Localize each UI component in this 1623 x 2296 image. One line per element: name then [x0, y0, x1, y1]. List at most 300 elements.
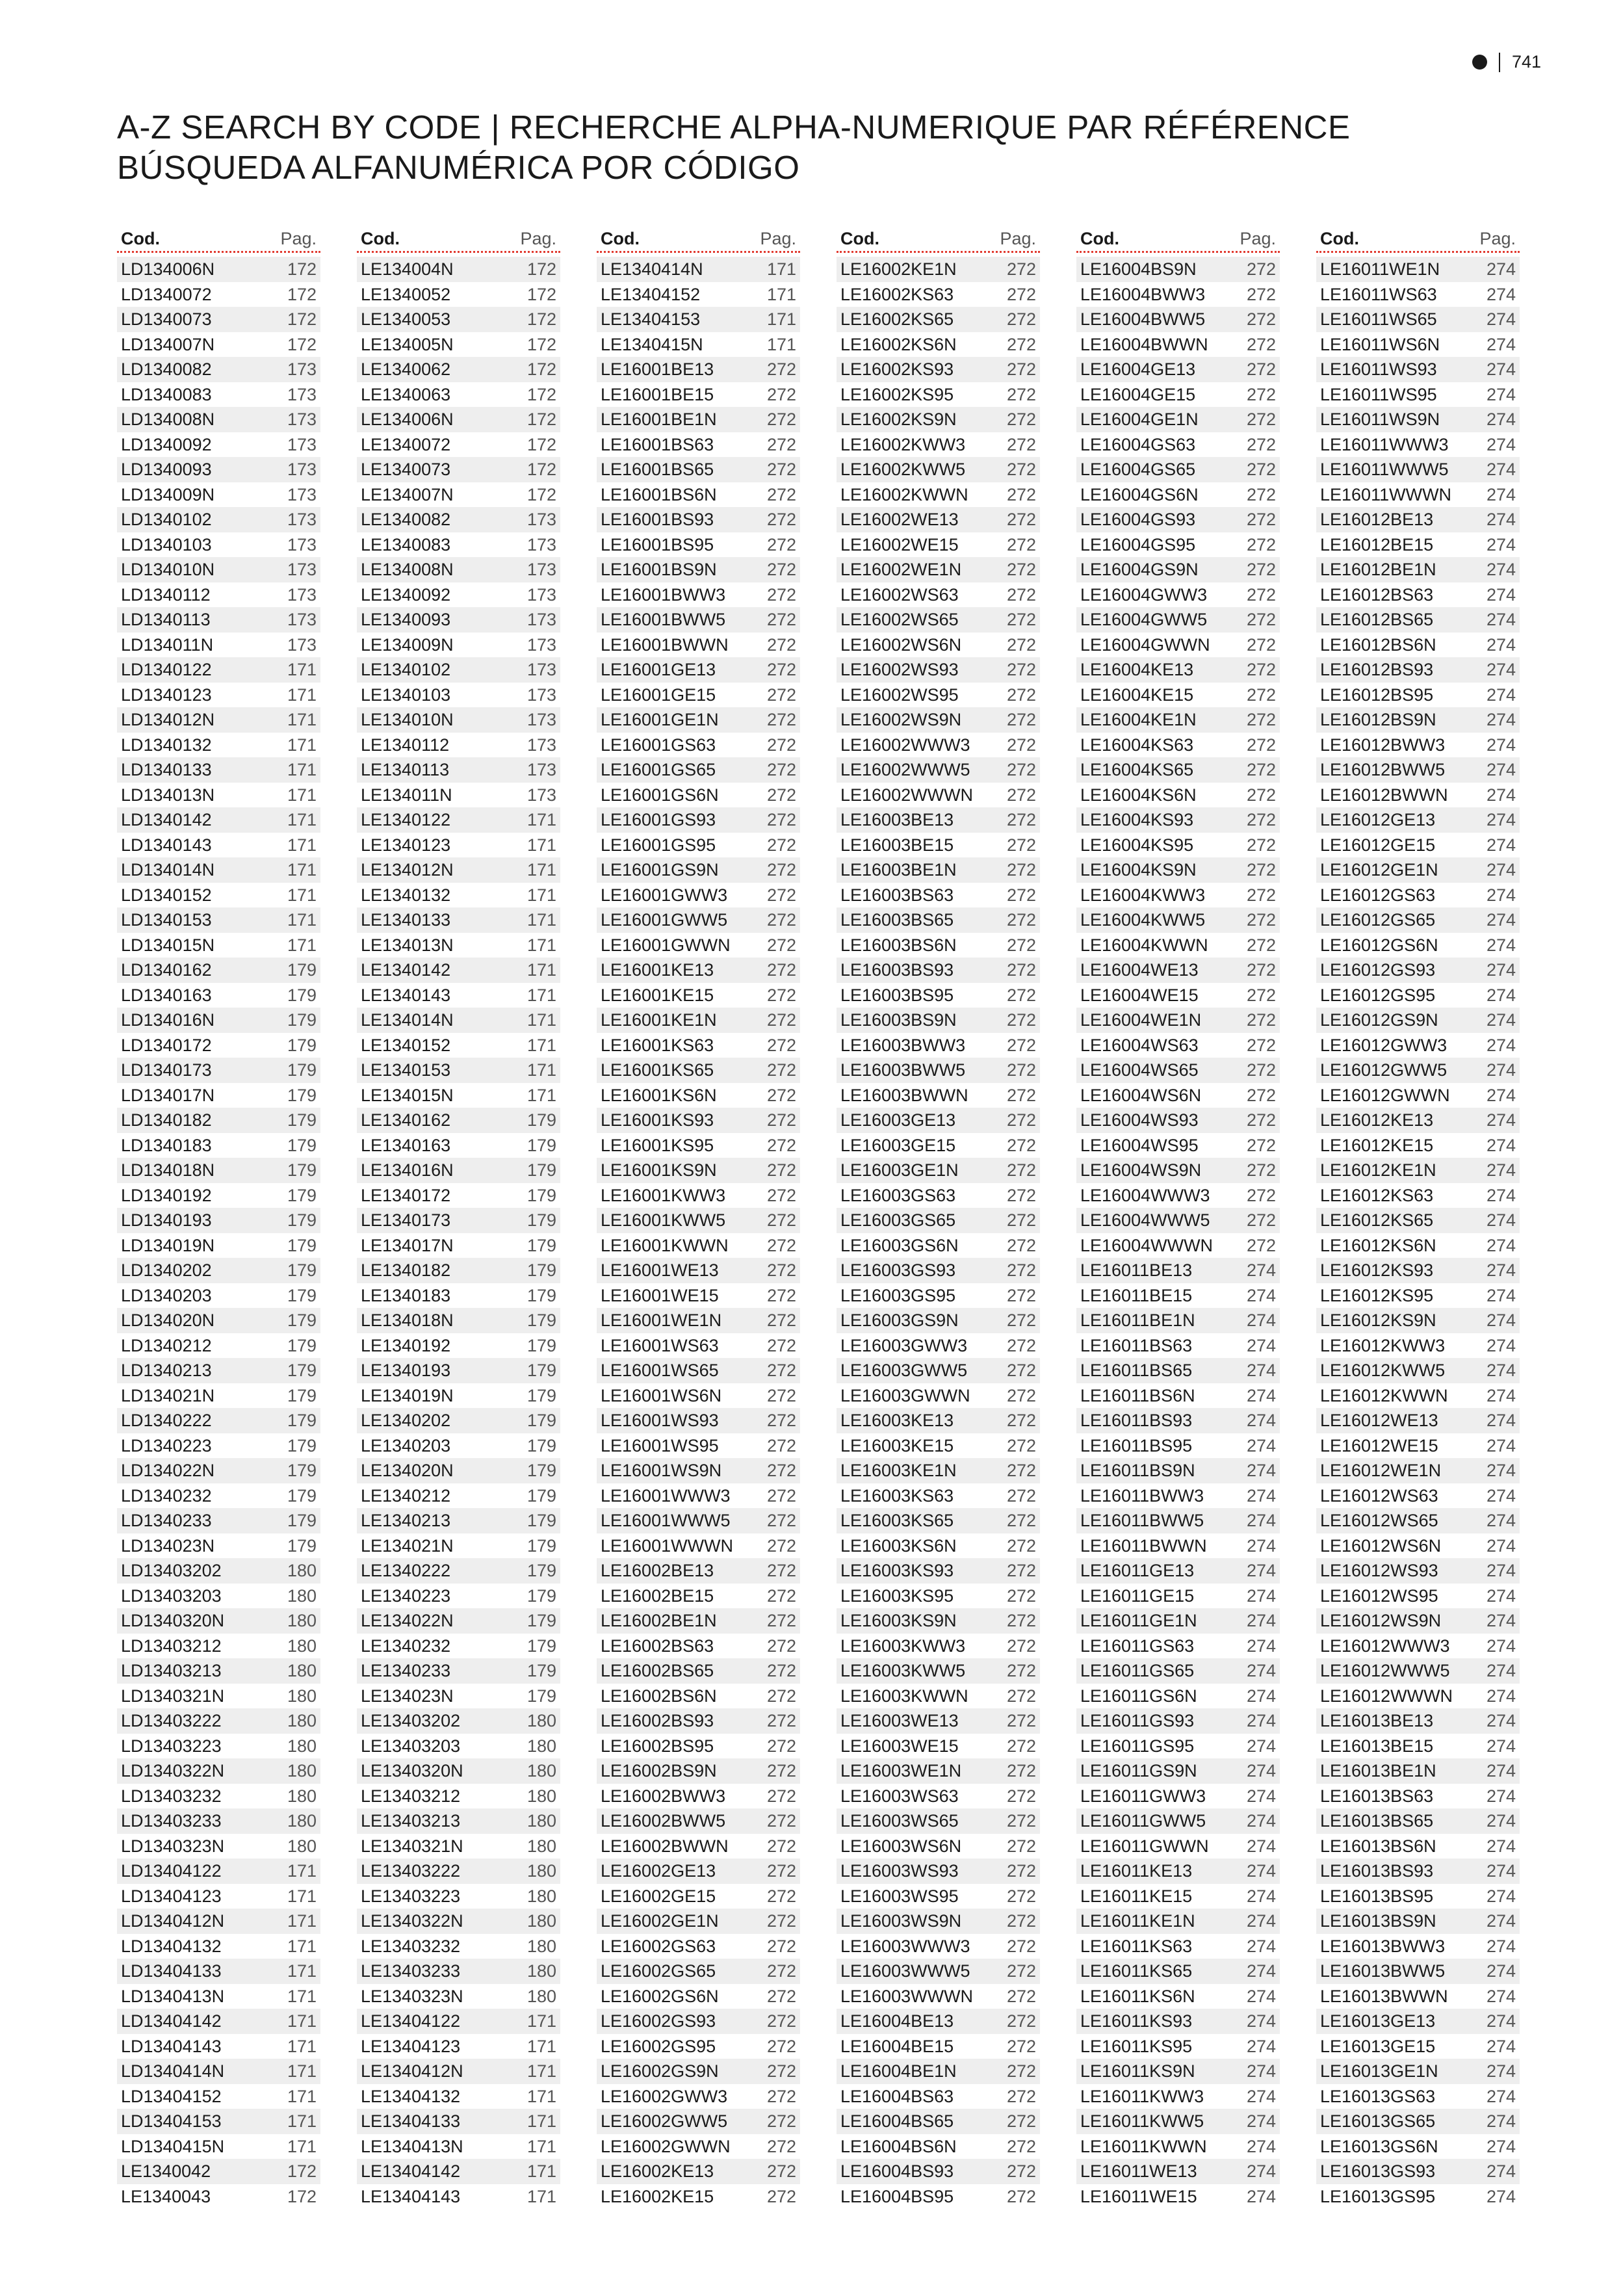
table-row	[1076, 2034, 1280, 2059]
product-code: LD1340173	[121, 1060, 212, 1080]
product-code: LE16004KS93	[1080, 810, 1194, 829]
table-row	[1076, 1233, 1280, 1259]
table-row	[1076, 557, 1280, 582]
page-ref: 272	[1246, 660, 1276, 679]
page-ref: 272	[1006, 1811, 1036, 1831]
table-row	[837, 1108, 1040, 1133]
page-ref: 274	[1486, 985, 1516, 1005]
page-ref: 272	[766, 1260, 796, 1280]
product-code: LE16012WS6N	[1320, 1535, 1442, 1556]
product-code: LE16004GE15	[1080, 384, 1196, 404]
product-code: LE1340203	[361, 1435, 451, 1455]
product-code: LE1340152	[361, 1035, 451, 1055]
product-code: LD1340182	[121, 1110, 212, 1130]
table-row	[597, 1158, 800, 1183]
page-ref: 272	[1006, 1260, 1036, 1280]
page-ref: 272	[1006, 1736, 1036, 1756]
page-ref: 274	[1486, 760, 1516, 779]
product-code: LE16012GWW5	[1320, 1060, 1448, 1080]
table-row	[117, 707, 320, 733]
page-ref: 274	[1246, 1811, 1276, 1831]
table-row	[597, 1808, 800, 1834]
page-ref: 172	[287, 2186, 317, 2206]
product-code: LE16012WE15	[1320, 1435, 1438, 1455]
product-code: LD1340322N	[121, 1761, 225, 1781]
table-row	[357, 332, 560, 358]
table-row	[597, 1859, 800, 1884]
table-row	[117, 1859, 320, 1884]
table-row	[1316, 1584, 1520, 1609]
product-code: LE1340132	[361, 885, 451, 905]
product-code: LE16012GS63	[1320, 885, 1436, 905]
page-header: Pag.	[1479, 229, 1516, 248]
table-row	[357, 407, 560, 432]
table-row	[117, 1308, 320, 1333]
table-row	[357, 1984, 560, 2009]
page-ref: 272	[1006, 1185, 1036, 1205]
page-ref: 274	[1486, 534, 1516, 554]
table-row	[597, 557, 800, 582]
product-code: LE16012WS93	[1320, 1561, 1438, 1580]
page-ref: 173	[526, 560, 556, 579]
product-code: LD1340212	[121, 1335, 212, 1355]
table-row	[117, 1008, 320, 1033]
page-ref: 272	[766, 1811, 796, 1831]
product-code: LE16003BE13	[840, 810, 954, 829]
page-ref: 272	[766, 1561, 796, 1580]
product-code: LD1340321N	[121, 1686, 225, 1706]
table-row	[1316, 1133, 1520, 1158]
product-code: LE16001KS93	[601, 1110, 714, 1130]
page-ref: 171	[287, 910, 317, 930]
page-ref: 179	[287, 1311, 317, 1330]
page-ref: 180	[287, 1811, 317, 1831]
product-code: LD1340415N	[121, 2136, 225, 2156]
product-code: LE1340322N	[361, 1911, 463, 1931]
page-ref: 272	[766, 1736, 796, 1756]
product-code: LE16003BS63	[840, 885, 954, 905]
code-header: Cod.	[1320, 229, 1359, 248]
product-code: LE16003BS65	[840, 910, 954, 930]
table-row	[1076, 1083, 1280, 1108]
divider	[1499, 53, 1500, 72]
product-code: LE16004KE13	[1080, 660, 1194, 679]
page-ref: 171	[526, 960, 556, 980]
page-ref: 180	[526, 1736, 556, 1756]
page-ref: 274	[1486, 1961, 1516, 1981]
table-row	[1316, 2034, 1520, 2059]
page-ref: 274	[1486, 1636, 1516, 1656]
table-row	[1316, 307, 1520, 332]
table-row	[117, 1083, 320, 1108]
page-ref: 274	[1486, 1661, 1516, 1680]
page-ref: 171	[526, 2186, 556, 2206]
table-row	[1076, 1634, 1280, 1659]
table-row	[837, 2059, 1040, 2084]
page-ref: 272	[1246, 985, 1276, 1005]
page-ref: 274	[1486, 1035, 1516, 1055]
product-code: LE16003GE15	[840, 1135, 956, 1155]
table-row	[117, 1233, 320, 1259]
page-ref: 272	[1246, 484, 1276, 504]
table-row	[357, 1483, 560, 1509]
table-row	[597, 1083, 800, 1108]
product-code: LE1340073	[361, 460, 451, 479]
table-row	[837, 907, 1040, 933]
table-row	[1316, 733, 1520, 758]
page-ref: 179	[287, 1335, 317, 1355]
table-row	[117, 807, 320, 833]
table-row	[597, 1333, 800, 1359]
page-ref: 179	[526, 1385, 556, 1405]
page-ref: 180	[287, 1786, 317, 1806]
table-row	[597, 1383, 800, 1409]
product-code: LD1340232	[121, 1485, 212, 1506]
product-code: LE16004KS63	[1080, 735, 1194, 755]
page-ref: 272	[1246, 1010, 1276, 1030]
table-row	[597, 1033, 800, 1058]
product-code: LE16003BWWN	[840, 1085, 968, 1105]
product-code: LE16011BWW3	[1080, 1485, 1204, 1506]
table-row	[1076, 907, 1280, 933]
table-row	[357, 857, 560, 883]
table-row	[1076, 1808, 1280, 1834]
table-row	[357, 257, 560, 282]
product-code: LE16001WS65	[601, 1361, 719, 1380]
page-ref: 171	[526, 2061, 556, 2081]
product-code: LE16013BS65	[1320, 1811, 1434, 1831]
product-code: LD1340163	[121, 985, 212, 1005]
table-row	[597, 1634, 800, 1659]
product-code: LE1340043	[121, 2186, 211, 2206]
table-row	[357, 557, 560, 582]
product-code: LE16001GS6N	[601, 785, 719, 805]
product-code: LD134006N	[121, 259, 215, 279]
page-ref: 171	[287, 885, 317, 905]
page-ref: 272	[1006, 910, 1036, 930]
page-ref: 274	[1486, 810, 1516, 829]
table-row	[357, 307, 560, 332]
product-code: LE16012KE1N	[1320, 1160, 1436, 1180]
product-code: LE16012KWWN	[1320, 1385, 1448, 1405]
page-ref: 172	[526, 284, 556, 304]
page-ref: 274	[1486, 284, 1516, 304]
table-row	[597, 1884, 800, 1909]
table-row	[357, 1058, 560, 1083]
product-code: LE16013BS9N	[1320, 1911, 1436, 1931]
page-ref: 171	[287, 1911, 317, 1931]
table-row	[1316, 457, 1520, 482]
product-code: LE1340062	[361, 359, 451, 379]
page-ref: 274	[1246, 1711, 1276, 1730]
product-code: LE1340123	[361, 835, 451, 855]
table-row	[357, 633, 560, 658]
product-code: LD1340414N	[121, 2061, 225, 2081]
table-row	[1316, 633, 1520, 658]
page-ref: 272	[1246, 434, 1276, 454]
page-ref: 274	[1486, 584, 1516, 605]
product-code: LE16003WE15	[840, 1736, 959, 1756]
table-row	[1316, 1533, 1520, 1559]
product-code: LE1340102	[361, 660, 451, 679]
page-ref: 180	[526, 1786, 556, 1806]
product-code: LE134023N	[361, 1686, 454, 1706]
table-row	[1316, 1884, 1520, 1909]
page-ref: 173	[526, 510, 556, 529]
page-ref: 179	[287, 1060, 317, 1080]
page-ref: 272	[1006, 610, 1036, 629]
page-ref: 272	[1006, 1961, 1036, 1981]
product-code: LE16011WWW5	[1320, 460, 1449, 479]
page-ref: 171	[287, 785, 317, 805]
product-code: LE16002GS65	[601, 1961, 716, 1981]
table-row	[837, 1734, 1040, 1759]
product-code: LE16012GS6N	[1320, 935, 1438, 955]
page-ref: 272	[1006, 1761, 1036, 1781]
product-code: LE16012GS95	[1320, 985, 1436, 1005]
product-code: LE16012BS9N	[1320, 710, 1436, 729]
page-ref: 173	[526, 534, 556, 554]
product-code: LE16003WS9N	[840, 1911, 962, 1931]
page-ref: 179	[287, 1185, 317, 1205]
table-row	[1076, 2059, 1280, 2084]
page-ref: 272	[766, 634, 796, 655]
page-ref: 179	[287, 1385, 317, 1405]
page-ref: 272	[1246, 534, 1276, 554]
product-code: LE16003WE1N	[840, 1761, 962, 1781]
product-code: LE16012BE13	[1320, 510, 1434, 529]
product-code: LD1340112	[121, 584, 211, 605]
code-header: Cod.	[361, 229, 400, 248]
table-row	[357, 382, 560, 408]
table-row	[597, 607, 800, 633]
page-ref: 272	[1246, 1035, 1276, 1055]
page-ref: 272	[766, 2161, 796, 2181]
product-code: LE16004BWW3	[1080, 284, 1206, 304]
table-row	[837, 757, 1040, 783]
product-code: LE1340113	[361, 760, 450, 779]
table-row	[357, 1308, 560, 1333]
product-code: LE16011KWW3	[1080, 2086, 1204, 2106]
table-row	[1316, 432, 1520, 458]
product-code: LE16004BE15	[840, 2036, 954, 2056]
page-ref: 272	[1246, 510, 1276, 529]
table-row	[1076, 1708, 1280, 1734]
page-ref: 173	[287, 359, 317, 379]
page-ref: 173	[287, 634, 317, 655]
page-header: Pag.	[1240, 229, 1276, 248]
product-code: LE16003BE1N	[840, 860, 957, 880]
table-row	[117, 783, 320, 808]
page-ref: 272	[1246, 384, 1276, 404]
page-ref: 274	[1486, 1936, 1516, 1956]
page-ref: 274	[1486, 334, 1516, 354]
product-code: LE1340163	[361, 1135, 451, 1155]
table-row	[357, 457, 560, 482]
table-row	[357, 757, 560, 783]
product-code: LE16013GE13	[1320, 2011, 1436, 2031]
product-code: LD13403232	[121, 1786, 222, 1806]
page-ref: 272	[1006, 1235, 1036, 1255]
table-row	[1076, 1358, 1280, 1383]
table-row	[837, 933, 1040, 958]
page-ref: 180	[287, 1561, 317, 1580]
product-code: LE16001GS93	[601, 810, 716, 829]
page-ref: 272	[1006, 1160, 1036, 1180]
index-column	[117, 226, 320, 2209]
page-ref: 274	[1486, 660, 1516, 679]
product-code: LE16001GE15	[601, 685, 716, 705]
page-ref: 274	[1246, 1911, 1276, 1931]
product-code: LD134007N	[121, 334, 215, 354]
product-code: LD134013N	[121, 785, 215, 805]
table-row	[837, 2109, 1040, 2134]
column-header	[357, 226, 560, 253]
table-row	[837, 482, 1040, 508]
table-row	[1076, 332, 1280, 358]
table-row	[117, 1784, 320, 1809]
product-code: LE16004WE15	[1080, 985, 1199, 1005]
page-ref: 272	[766, 1686, 796, 1706]
product-code: LD13404123	[121, 1886, 222, 1906]
product-code: LE16011KE15	[1080, 1886, 1193, 1906]
code-header: Cod.	[601, 229, 640, 248]
table-row	[357, 1083, 560, 1108]
table-row	[357, 1784, 560, 1809]
table-row	[837, 1308, 1040, 1333]
page-ref: 180	[287, 1611, 317, 1630]
product-code: LE16004WWW3	[1080, 1185, 1210, 1205]
product-code: LE16004BS93	[840, 2161, 954, 2181]
table-row	[1316, 783, 1520, 808]
page-ref: 274	[1486, 885, 1516, 905]
page-ref: 274	[1486, 1886, 1516, 1906]
product-code: LD1340412N	[121, 1911, 225, 1931]
table-row	[1316, 2159, 1520, 2184]
page-ref: 272	[766, 1836, 796, 1856]
page-ref: 272	[1246, 359, 1276, 379]
table-row	[117, 2034, 320, 2059]
product-code: LE1340112	[361, 735, 450, 755]
table-row	[597, 1684, 800, 1709]
page-ref: 272	[1006, 1411, 1036, 1430]
product-code: LE1340415N	[601, 334, 703, 354]
table-row	[117, 407, 320, 432]
table-row	[117, 1584, 320, 1609]
table-row	[117, 1634, 320, 1659]
page-ref: 274	[1486, 384, 1516, 404]
table-row	[837, 1658, 1040, 1684]
product-code: LD134017N	[121, 1085, 215, 1105]
page-ref: 171	[526, 985, 556, 1005]
page-ref: 274	[1486, 1461, 1516, 1480]
page-ref: 272	[1006, 359, 1036, 379]
index-column	[357, 226, 560, 2209]
product-code: LD1340152	[121, 885, 212, 905]
table-row	[1076, 607, 1280, 633]
product-code: LE16011WS95	[1320, 384, 1437, 404]
page-ref: 173	[526, 760, 556, 779]
table-row	[837, 457, 1040, 482]
product-code: LE1340414N	[601, 259, 703, 279]
page-ref: 272	[766, 1185, 796, 1205]
table-row	[357, 1533, 560, 1559]
product-code: LD1340073	[121, 309, 212, 329]
table-row	[837, 1808, 1040, 1834]
page-ref: 180	[526, 1836, 556, 1856]
page-ref: 180	[526, 1936, 556, 1956]
table-row	[597, 2134, 800, 2159]
table-row	[1076, 1458, 1280, 1483]
product-code: LE1340213	[361, 1511, 451, 1530]
page-ref: 274	[1486, 1210, 1516, 1230]
product-code: LD13403223	[121, 1736, 222, 1756]
product-code: LE16013BS6N	[1320, 1836, 1436, 1856]
table-row	[117, 857, 320, 883]
page-ref: 180	[526, 1986, 556, 2006]
page-ref: 272	[1006, 2186, 1036, 2206]
page-ref: 272	[1006, 1711, 1036, 1730]
table-row	[117, 357, 320, 382]
table-row	[1076, 1658, 1280, 1684]
table-row	[357, 1684, 560, 1709]
page-ref: 180	[287, 1711, 317, 1730]
table-row	[1316, 1333, 1520, 1359]
product-code: LE16011BE15	[1080, 1285, 1193, 1305]
product-code: LE16002KS6N	[840, 334, 957, 354]
product-code: LD13403202	[121, 1561, 222, 1580]
page-ref: 272	[1246, 284, 1276, 304]
product-code: LE16001KWW3	[601, 1185, 726, 1205]
product-code: LD13404122	[121, 1861, 222, 1881]
product-code: LE16001KWWN	[601, 1235, 729, 1255]
table-row	[597, 1984, 800, 2009]
table-row	[597, 282, 800, 307]
table-row	[357, 1808, 560, 1834]
product-code: LE16011WE13	[1080, 2161, 1197, 2181]
page-ref: 272	[1246, 560, 1276, 579]
table-row	[1076, 1133, 1280, 1158]
page-ref: 272	[766, 2086, 796, 2106]
product-code: LE16011BS65	[1080, 1361, 1193, 1380]
product-code: LE13403222	[361, 1861, 461, 1881]
table-row	[837, 607, 1040, 633]
product-code: LE16003KE13	[840, 1411, 954, 1430]
product-code: LE16012WS63	[1320, 1485, 1438, 1506]
page-ref: 272	[766, 1361, 796, 1380]
page-ref: 274	[1246, 1260, 1276, 1280]
product-code: LE16012KS93	[1320, 1260, 1434, 1280]
table-row	[597, 1658, 800, 1684]
product-code: LD13404143	[121, 2036, 222, 2056]
page-ref: 274	[1486, 309, 1516, 329]
product-code: LE16011WS63	[1320, 284, 1437, 304]
product-code: LD1340093	[121, 460, 212, 479]
page-ref: 173	[526, 610, 556, 629]
table-row	[837, 1158, 1040, 1183]
product-code: LD1340320N	[121, 1611, 225, 1630]
page-ref: 272	[1246, 259, 1276, 279]
product-code: LE16012WS95	[1320, 1585, 1438, 1606]
product-code: LD1340183	[121, 1135, 212, 1155]
page-ref: 274	[1246, 1535, 1276, 1556]
page-ref: 171	[287, 735, 317, 755]
page-ref: 274	[1486, 2011, 1516, 2031]
page-ref: 172	[526, 359, 556, 379]
page-ref: 272	[766, 2186, 796, 2206]
table-row	[117, 382, 320, 408]
product-code: LE16001WS95	[601, 1435, 719, 1455]
